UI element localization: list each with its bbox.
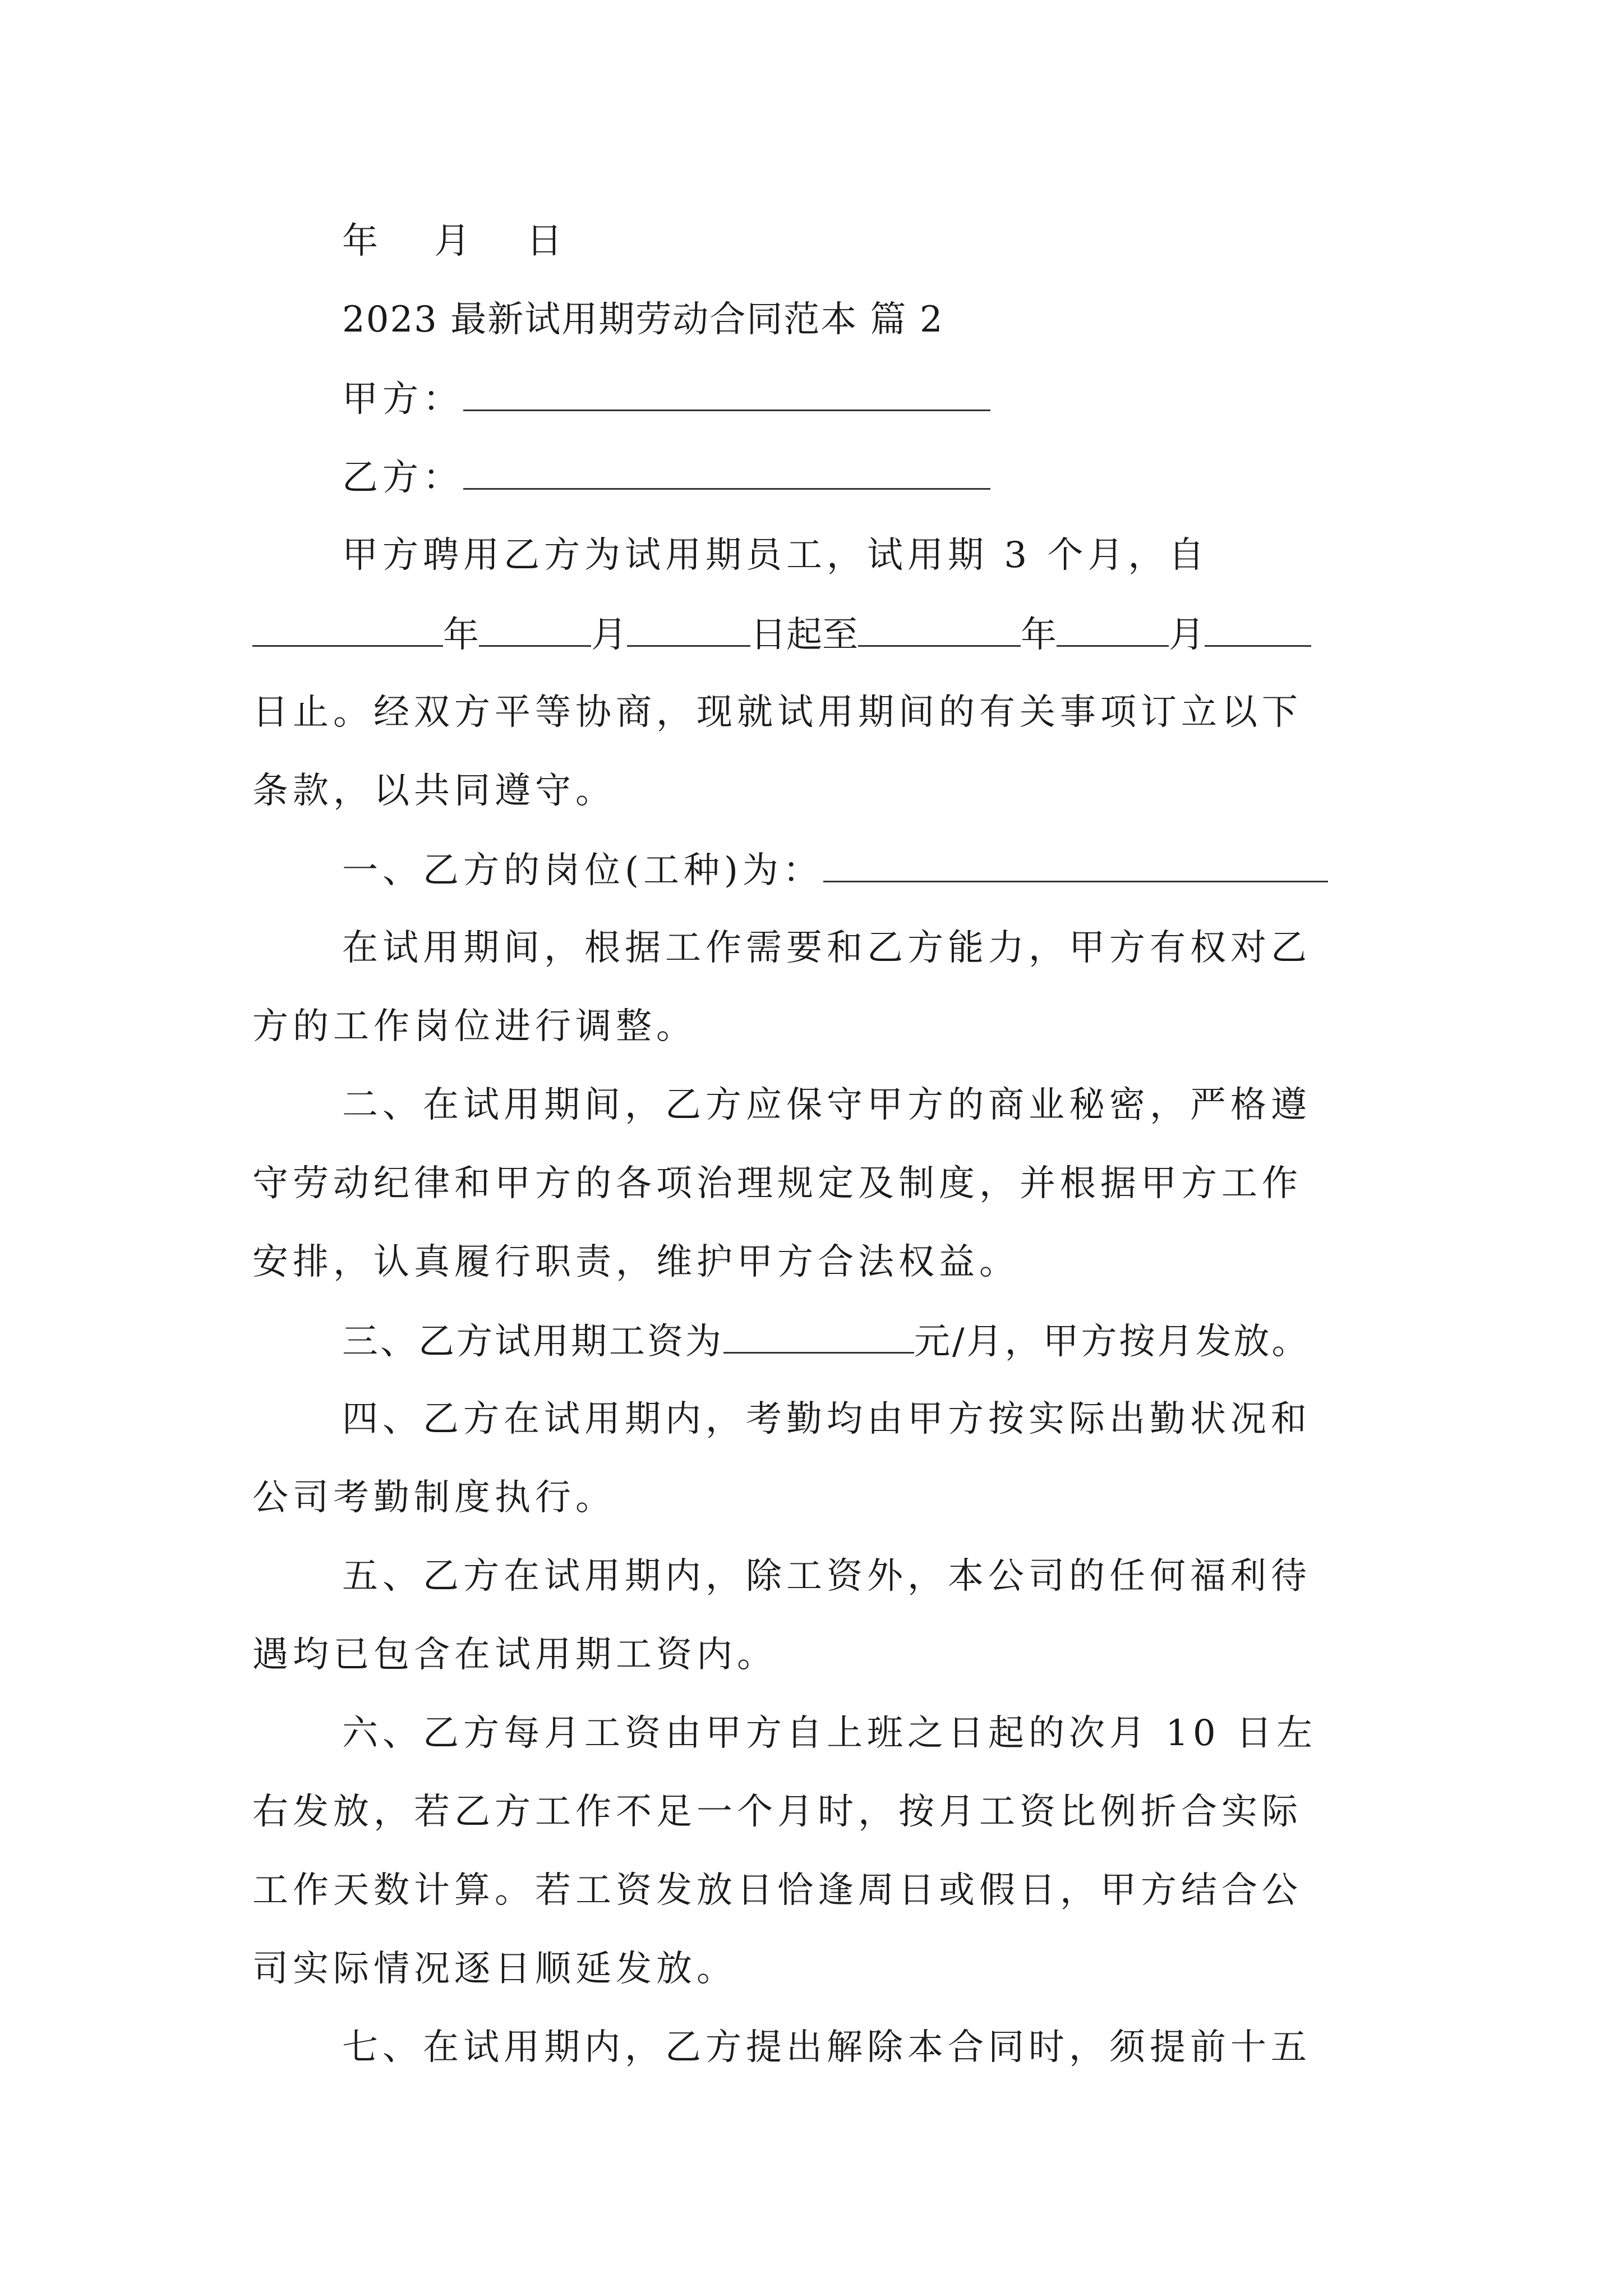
party-b-row [342,454,1391,499]
start-year-label: 年 [443,614,479,656]
intro-line-1: 甲方聘用乙方为试用期员工，试用期 3 个月，自 [342,535,1209,576]
clause-5-line-1: 五、乙方在试用期内，除工资外，本公司的任何福利待 [342,1556,1311,1597]
clause-6-line-2: 右发放，若乙方工作不足一个月时，按月工资比例折合实际 [252,1791,1302,1833]
party-a-row [342,376,1391,421]
start-year-blank[interactable] [252,611,443,647]
clause-7-line-1: 七、在试用期内，乙方提出解除本合同时，须提前十五 [342,2027,1311,2068]
end-month-label: 月 [1169,614,1205,656]
intro-line-2 [252,611,1391,656]
clause-1-line-3: 方的工作岗位进行调整。 [252,1006,697,1047]
clause-1-label: 一、乙方的岗位(工种)为： [342,850,823,891]
position-blank[interactable] [823,847,1328,882]
clause-4-line-1: 四、乙方在试用期内，考勤均由甲方按实际出勤状况和 [342,1398,1311,1440]
party-b-blank[interactable] [463,454,990,490]
clause-1-position-row [342,847,1391,892]
clause-1-line-2: 在试用期间，根据工作需要和乙方能力，甲方有权对乙 [342,927,1311,969]
end-day-blank[interactable] [1205,611,1311,647]
intro-line-4: 条款，以共同遵守。 [252,770,616,812]
salary-blank[interactable] [723,1318,914,1354]
clause-3-salary-row [342,1318,1391,1363]
date-line: 年 月 日 [342,220,585,262]
start-month-blank[interactable] [479,611,591,647]
clause-3-suffix: 元/月，甲方按月发放。 [914,1321,1310,1363]
party-a-blank[interactable] [463,376,990,411]
start-day-label: 日起至 [750,614,858,656]
clause-6-line-3: 工作天数计算。若工资发放日恰逢周日或假日，甲方结合公 [252,1870,1302,1911]
clause-2-line-2: 守劳动纪律和甲方的各项治理规定及制度，并根据甲方工作 [252,1163,1302,1204]
clause-5-line-2: 遇均已包含在试用期工资内。 [252,1634,777,1676]
party-b-label: 乙方： [342,457,463,499]
clause-6-line-4: 司实际情况逐日顺延发放。 [252,1948,737,1990]
clause-2-line-1: 二、在试用期间，乙方应保守甲方的商业秘密，严格遵 [342,1084,1311,1126]
clause-6-line-1: 六、乙方每月工资由甲方自上班之日起的次月 10 日左 [342,1713,1317,1754]
document-title: 2023 最新试用期劳动合同范本 篇 2 [342,299,944,341]
start-month-label: 月 [591,614,627,656]
clause-2-line-3: 安排，认真履行职责，维护甲方合法权益。 [252,1241,1020,1283]
intro-line-3: 日止。经双方平等协商，现就试用期间的有关事项订立以下 [252,692,1302,733]
clause-4-line-2: 公司考勤制度执行。 [252,1477,616,1519]
clause-3-prefix: 三、乙方试用期工资为 [342,1321,723,1363]
end-month-blank[interactable] [1057,611,1169,647]
end-year-label: 年 [1021,614,1057,656]
party-a-label: 甲方： [342,379,463,420]
start-day-blank[interactable] [627,611,750,647]
end-year-blank[interactable] [858,611,1021,647]
